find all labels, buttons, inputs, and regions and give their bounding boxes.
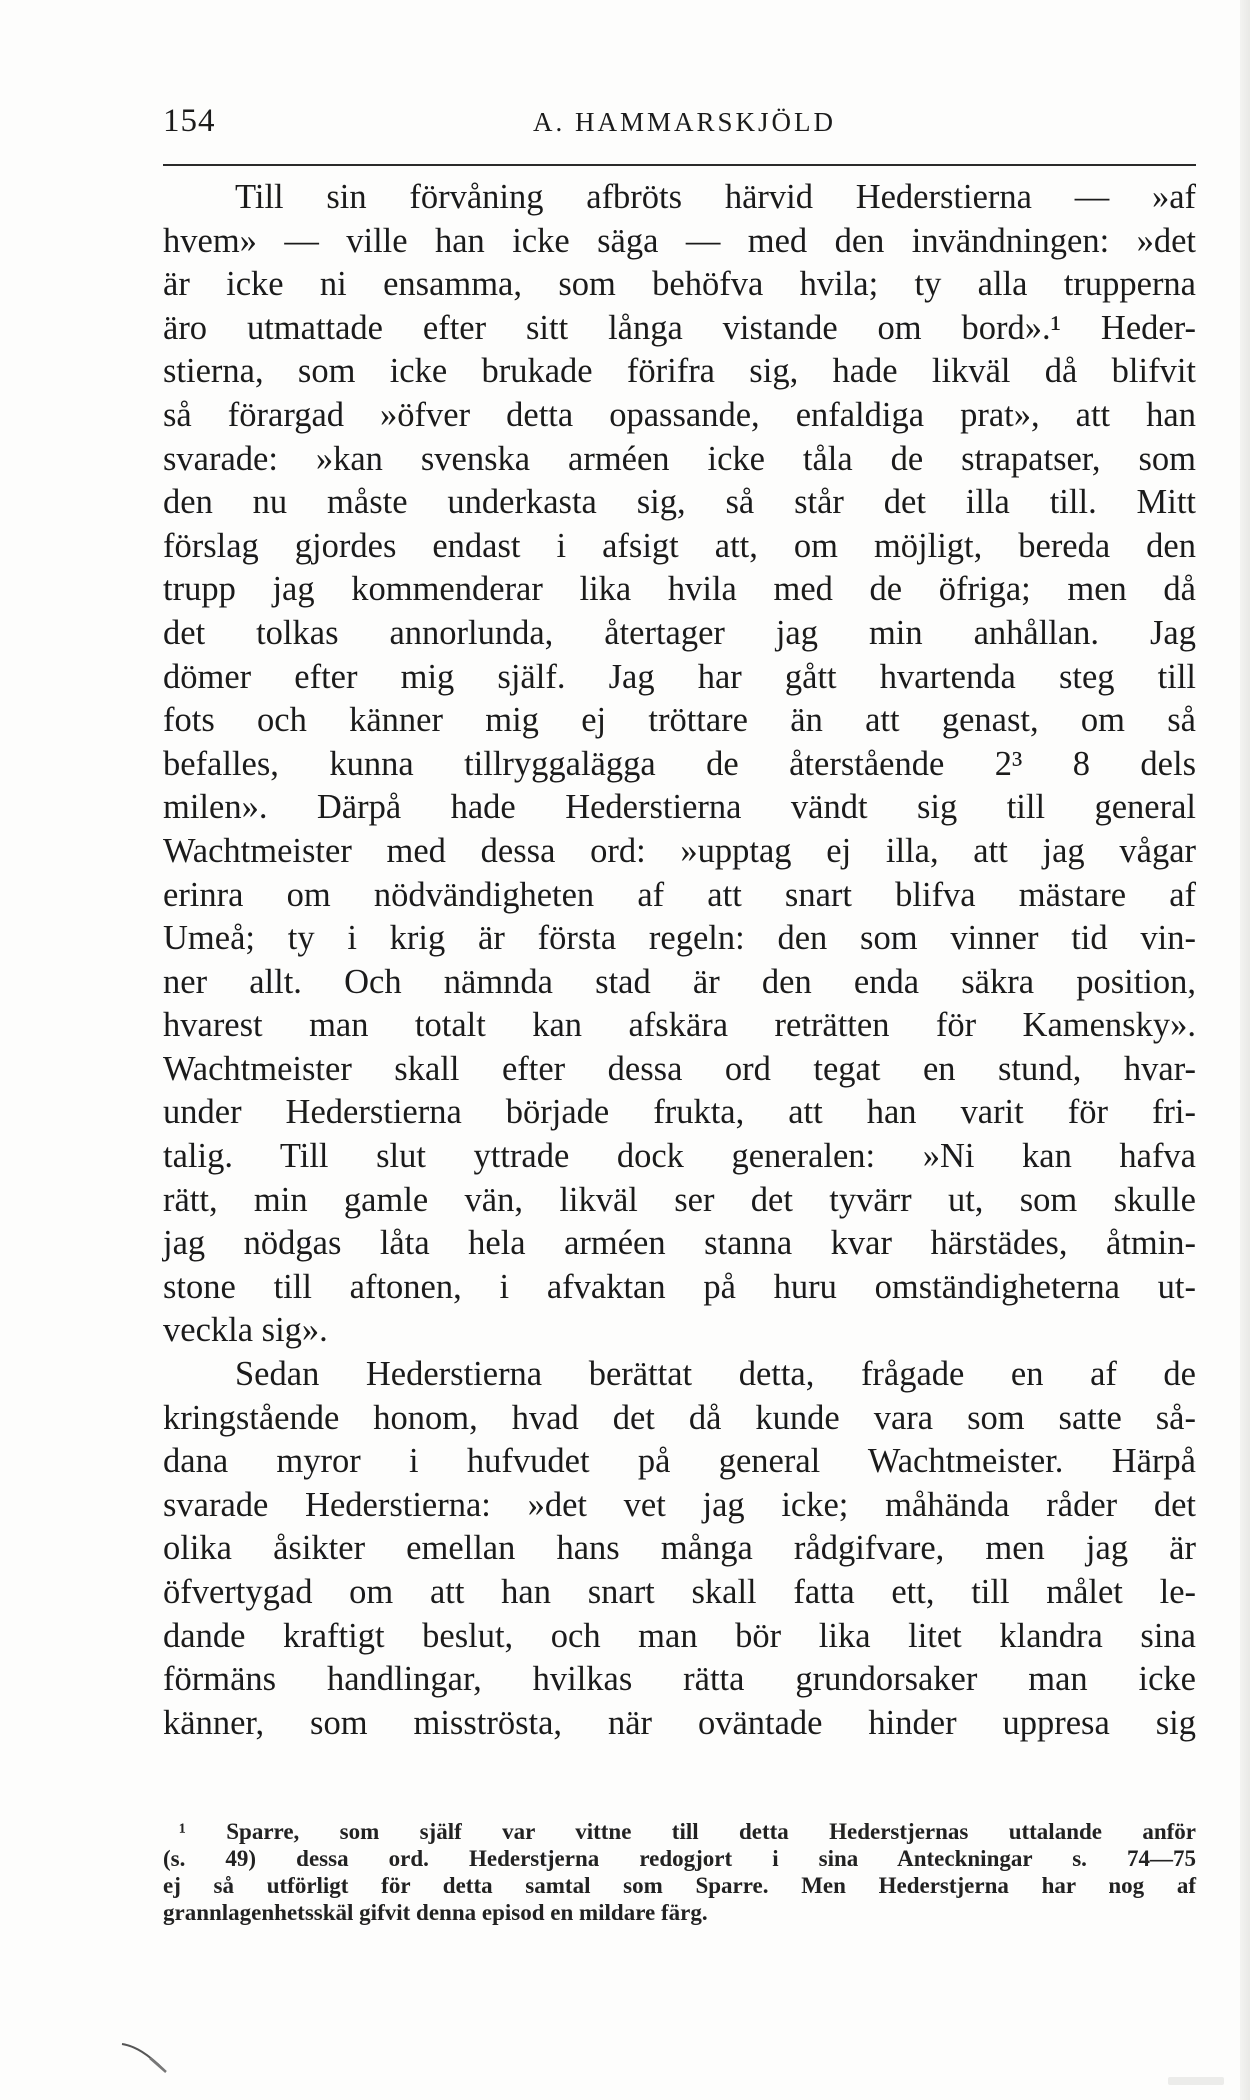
text-line: det tolkas annorlunda, återtager jag min anhållan. Jag <box>163 613 1196 652</box>
text-line: under Hederstierna började frukta, att han varit för fri- <box>163 1093 1196 1132</box>
text-line: trupp jag kommenderar lika hvila med de öfriga; men då <box>163 570 1196 609</box>
text-line: är icke ni ensamma, som behöfva hvila; ty alla trupperna <box>163 265 1196 304</box>
footnote-line: grannlagenhetsskäl gifvit denna episod en mildare färg. <box>163 1900 708 1925</box>
text-line: hvarest man totalt kan afskära reträtten för Kamensky». <box>163 1006 1196 1045</box>
text-line: dömer efter mig själf. Jag har gått hvartenda steg till <box>163 657 1196 696</box>
footnote-line: ej så utförligt för detta samtal som Sparre. Men Hederstjerna har nog af <box>163 1873 1196 1898</box>
scan-artifact-mark <box>120 2040 175 2075</box>
text-line: svarade Hederstierna: »det vet jag icke; måhända råder det <box>163 1485 1196 1524</box>
footnotes <box>163 1818 1196 1926</box>
text-line: svarade: »kan svenska arméen icke tåla de strapatser, som <box>163 439 1196 478</box>
scan-watermark <box>1168 2077 1224 2085</box>
text-line: talig. Till slut yttrade dock generalen: »Ni kan hafva <box>163 1137 1196 1176</box>
text-line: känner, som misströsta, när oväntade hinder uppresa sig <box>163 1703 1196 1742</box>
text-line: äro utmattade efter sitt långa vistande om bord».¹ Heder- <box>163 308 1196 347</box>
text-line: ner allt. Och nämnda stad är den enda säkra position, <box>163 962 1196 1001</box>
text-line: fots och känner mig ej tröttare än att genast, om så <box>163 701 1196 740</box>
page-header <box>163 103 1196 143</box>
text-line: befalles, kunna tillryggalägga de återstående 2³ 8 dels <box>163 744 1196 783</box>
running-head: A. HAMMARSKJÖLD <box>533 107 837 137</box>
text-line: öfvertygad om att han snart skall fatta ett, till målet le- <box>163 1573 1196 1611</box>
text-line: Wachtmeister skall efter dessa ord tegat en stund, hvar- <box>163 1049 1196 1088</box>
text-line: kringstående honom, hvad det då kunde vara som satte så- <box>163 1398 1196 1437</box>
text-line: Till sin förvåning afbröts härvid Hederstierna — »af <box>235 178 1196 216</box>
text-line: förslag gjordes endast i afsigt att, om möjligt, bereda den <box>163 526 1196 565</box>
text-line: olika åsikter emellan hans många rådgifvare, men jag är <box>163 1529 1196 1568</box>
text-line: dande kraftigt beslut, och man bör lika litet klandra sina <box>163 1616 1196 1655</box>
page-edge-shadow <box>1240 0 1250 2100</box>
text-line: hvem» — ville han icke säga — med den invändningen: »det <box>163 221 1196 260</box>
text-line: jag nödgas låta hela arméen stanna kvar härstädes, åtmin- <box>163 1224 1196 1263</box>
text-line: Wachtmeister med dessa ord: »upptag ej illa, att jag vågar <box>163 831 1196 870</box>
text-line: stierna, som icke brukade förifra sig, hade likväl då blifvit <box>163 352 1196 391</box>
text-line: förmäns handlingar, hvilkas rätta grundorsaker man icke <box>163 1660 1196 1699</box>
text-line: Sedan Hederstierna berättat detta, frågade en af de <box>235 1355 1196 1394</box>
text-line: milen». Därpå hade Hederstierna vändt sig till general <box>163 788 1196 827</box>
text-line: den nu måste underkasta sig, så står det illa till. Mitt <box>163 483 1196 522</box>
text-line: erinra om nödvändigheten af att snart blifva mästare af <box>163 875 1196 914</box>
text-line: dana myror i hufvudet på general Wachtmeister. Härpå <box>163 1442 1196 1481</box>
text-line: så förargad »öfver detta opassande, enfaldiga prat», att han <box>163 395 1196 434</box>
page-number: 154 <box>163 103 216 139</box>
body-text <box>163 176 1196 1745</box>
text-line: veckla sig». <box>163 1311 328 1350</box>
text-line: Umeå; ty i krig är första regeln: den som vinner tid vin- <box>163 919 1196 958</box>
footnote-line: ¹ Sparre, som själf var vittne till detta Hederstjernas uttalande anför <box>179 1819 1196 1844</box>
header-rule <box>163 164 1196 166</box>
text-line: stone till aftonen, i afvaktan på huru omständigheterna ut- <box>163 1267 1196 1306</box>
footnote-line: (s. 49) dessa ord. Hederstjerna redogjort i sina Anteckningar s. 74—75 <box>163 1846 1196 1871</box>
text-line: rätt, min gamle vän, likväl ser det tyvärr ut, som skulle <box>163 1180 1196 1219</box>
